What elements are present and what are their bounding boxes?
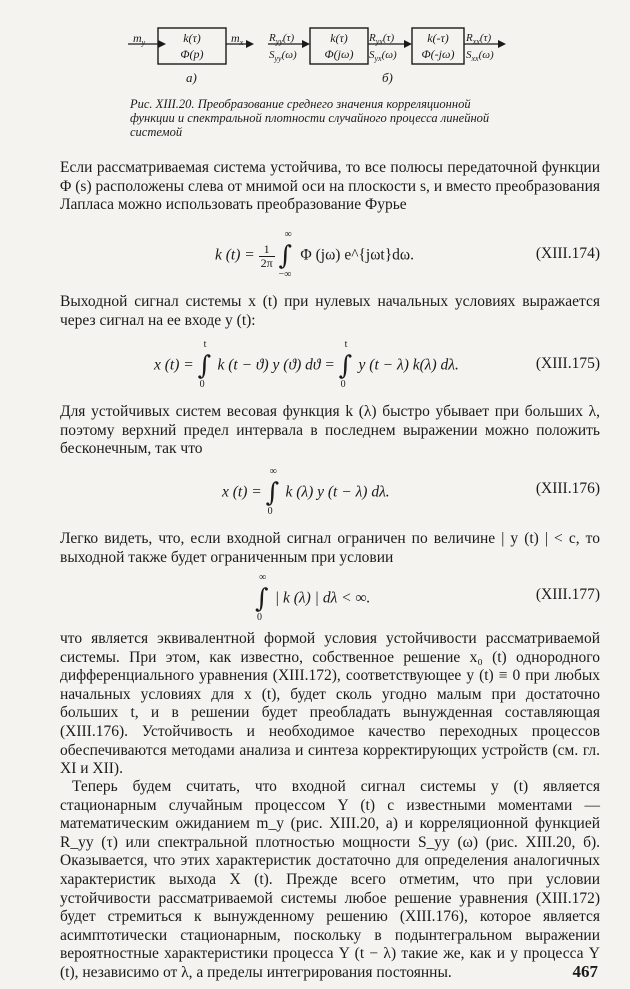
equation-177: [60, 572, 600, 632]
fig-b-block1-top: k(τ): [330, 31, 348, 45]
figure-caption: [130, 97, 510, 139]
fig-a-output: $m_x$: [231, 31, 244, 47]
eq-176-lower: 0: [267, 506, 273, 517]
paragraph-5-text: что является эквивалентной формой условия устойчивости рассматриваемой системы. При этом, как известно, собственное решение x₀ (t) однородного дифференциального уравнения (XIII.172), соответствующее y (t) ≡ 0 при любых начальных условиях для x (t), будет сколь угодно малым при достаточно больших t, и в решении будет преобладать вынужденная составляющая (XIII.176). Устойчивость и необходимое качество переходных процессов обеспечиваются методами анализа и синтеза корректирующих устройств (см. гл. XI и XII).: [60, 630, 600, 778]
eq-174-number: (XIII.174): [535, 245, 600, 262]
eq-175-lhs: x (t) =: [154, 356, 194, 374]
eq-175-upper-2: t: [344, 339, 348, 350]
eq-174-body: Φ (jω) e^{jωt}dω.: [300, 246, 414, 264]
eq-177-number: (XIII.177): [535, 586, 600, 603]
equation-174: [60, 225, 600, 285]
paragraph-3: [60, 403, 600, 459]
fig-b-label: б): [382, 70, 393, 85]
paragraph-4-text: Легко видеть, что, если входной сигнал ограничен по величине | y (t) | < c, то выходной также будет ограниченным при условии: [60, 530, 600, 566]
arrowhead-mid-b: [404, 40, 412, 48]
fig-b-block1-bottom: Φ(jω): [324, 47, 354, 61]
block-diagram: [0, 0, 630, 100]
eq-175-formula: [154, 339, 459, 390]
eq-177-body: | k (λ) | dλ < ∞.: [274, 589, 371, 607]
paragraph-2-text: Выходной сигнал системы x (t) при нулевых начальных условиях выражается через сигнал на ее входе y (t):: [60, 293, 600, 329]
fig-b-block2-top: k(-τ): [427, 31, 449, 45]
eq-174-upper: ∞: [284, 229, 292, 240]
arrowhead-in-a: [158, 40, 166, 48]
paragraph-4: [60, 530, 600, 567]
eq-175-body-2: y (t − λ) k(λ) dλ.: [358, 356, 459, 374]
fig-a-label: а): [186, 70, 197, 85]
arrowhead-out-a: [246, 40, 254, 48]
eq-176-formula: [222, 466, 390, 517]
eq-174-frac-num: 1: [259, 243, 275, 257]
eq-174-frac: [259, 243, 275, 270]
paragraph-5: [60, 630, 600, 779]
figure-xiii-20: [0, 0, 630, 145]
caption-text: Преобразование среднего значения корреляционной функции и спектральной плотности случайного процесса линейной системой: [130, 97, 490, 139]
eq-174-lhs: k (t) =: [215, 246, 255, 264]
equation-176: [60, 466, 600, 526]
paragraph-6: [60, 778, 600, 983]
eq-176-upper: ∞: [269, 466, 277, 477]
paragraph-6-text: Теперь будем считать, что входной сигнал системы y (t) является стационарным случайным процессом Y (t) с известными моментами — математическим ожиданием m_y (рис. XIII.20, а) и корреляционной функцией R_yy (τ) или спектральной плотностью мощности S_yy (ω) (рис. XIII.20, б). Оказывается, что этих характеристик достаточно для определения аналогичных характеристик выхода X (t). Прежде всего отметим, что при условии устойчивости рассматриваемой системы любое решение уравнения (XIII.172) будет стремиться к вынужденному решению (XIII.176), которое является асимптотически стационарным, поскольку в подынтегральном выражении вероятностные характеристики процесса Y (t − λ) такие же, как и у процесса Y (t), независимо от λ, а пределы интегрирования постоянны.: [60, 778, 600, 981]
eq-177-upper: ∞: [259, 572, 267, 583]
fig-b-mid-bottom: $S_{yx}(\omega)$: [369, 49, 397, 63]
eq-175-body-1: k (t − ϑ) y (ϑ) dϑ =: [217, 356, 335, 374]
fig-b-out-bottom: $S_{xx}(\omega)$: [466, 49, 494, 63]
eq-176-number: (XIII.176): [535, 480, 600, 497]
eq-177-formula: [255, 572, 371, 623]
page-number: 467: [572, 962, 598, 981]
eq-175-upper-1: t: [203, 339, 207, 350]
fig-a-block-top: k(τ): [183, 31, 201, 45]
paragraph-3-text: Для устойчивых систем весовая функция k (λ) быстро убывает при больших λ, поэтому верхний предел интервала в последнем выражении можно положить бесконечным, так что: [60, 403, 600, 458]
fig-b-block2-bottom: Φ(-jω): [421, 47, 455, 61]
fig-a-block-bottom: Φ(p): [180, 47, 204, 61]
fig-b-mid-top: $R_{yx}(\tau)$: [369, 32, 395, 46]
paragraph-1: [60, 159, 600, 215]
fig-a-input: $m_y$: [133, 31, 146, 47]
paragraph-2: [60, 293, 600, 330]
eq-177-lower: 0: [257, 612, 262, 623]
caption-label: Рис. XIII.20.: [130, 97, 195, 111]
eq-177-integral: ∫ ∞ 0: [255, 572, 269, 623]
eq-175-integral-1: ∫ t 0: [197, 339, 212, 390]
eq-174-lower: −∞: [278, 269, 292, 280]
eq-174-integral: ∫ ∞ −∞: [278, 229, 293, 280]
eq-174-formula: [215, 229, 414, 280]
eq-175-lower-2: 0: [340, 379, 346, 390]
eq-176-integral: ∫ ∞ 0: [265, 466, 280, 517]
eq-174-frac-den: 2π: [260, 255, 273, 270]
fig-b-in-top: $R_{yy}(\tau)$: [269, 32, 295, 46]
fig-b-out-top: $R_{xx}(\tau)$: [466, 32, 492, 46]
eq-175-lower-1: 0: [199, 379, 205, 390]
arrowhead-out-b: [498, 40, 506, 48]
eq-176-lhs: x (t) =: [222, 483, 262, 501]
eq-175-number: (XIII.175): [535, 355, 600, 372]
eq-176-body: k (λ) y (t − λ) dλ.: [285, 483, 390, 501]
equation-175: [60, 335, 600, 395]
paragraph-1-text: Если рассматриваемая система устойчива, то все полюсы передаточной функции Φ (s) расположены слева от мнимой оси на плоскости s, и вместо преобразования Лапласа можно использовать преобразование Фурье: [60, 159, 600, 214]
fig-b-in-bottom: $S_{yy}(\omega)$: [269, 49, 297, 63]
eq-175-integral-2: ∫ t 0: [338, 339, 353, 390]
arrowhead-in-b: [302, 40, 310, 48]
